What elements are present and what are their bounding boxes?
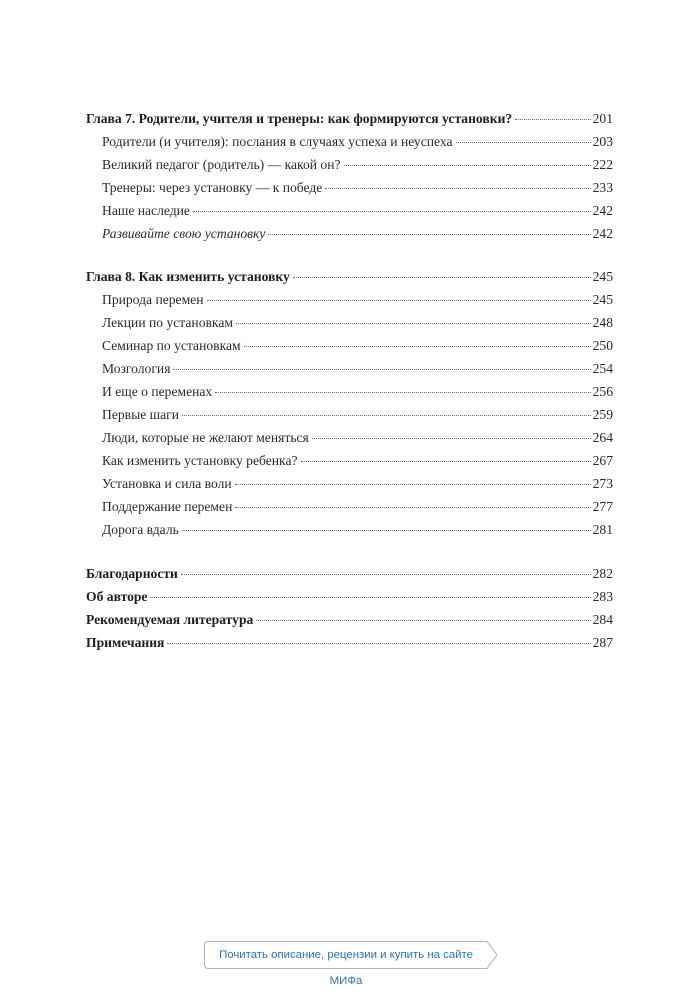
toc-page-number: 256 xyxy=(592,384,613,399)
dot-leader xyxy=(167,643,590,644)
toc-chapter-title: Глава 8. Как изменить установку xyxy=(86,269,290,284)
toc-page-number: 283 xyxy=(592,589,613,604)
dot-leader xyxy=(181,574,591,575)
toc-item xyxy=(86,357,613,380)
toc-item-title: Дорога вдаль xyxy=(102,522,179,537)
toc-item-title: Установка и сила воли xyxy=(102,476,232,491)
toc-page-number: 201 xyxy=(592,111,613,126)
dot-leader xyxy=(312,438,591,439)
toc-page-number: 242 xyxy=(592,226,613,241)
toc-page-number: 277 xyxy=(592,499,613,514)
dot-leader xyxy=(325,188,590,189)
toc-item xyxy=(86,449,613,472)
toc-item-title: Родители (и учителя): послания в случаях успеха и неуспеха xyxy=(102,134,453,149)
toc-back-matter-title: Примечания xyxy=(86,635,165,650)
toc-item xyxy=(86,380,613,403)
dot-leader xyxy=(301,461,591,462)
dot-leader xyxy=(235,484,591,485)
toc-back-matter-title: Об авторе xyxy=(86,589,148,604)
toc-item xyxy=(86,288,613,311)
toc-item-title: Лекции по установкам xyxy=(102,315,233,330)
toc-item xyxy=(86,518,613,541)
toc-page-number: 282 xyxy=(592,566,613,581)
toc-item-title: Природа перемен xyxy=(102,292,204,307)
toc-back-matter-title: Благодарности xyxy=(86,566,178,581)
toc-page-number: 264 xyxy=(592,430,613,445)
toc-item-title: Наше наследие xyxy=(102,203,190,218)
toc-page-number: 287 xyxy=(592,635,613,650)
dot-leader xyxy=(182,530,591,531)
dot-leader xyxy=(293,277,591,278)
dot-leader xyxy=(235,507,590,508)
dot-leader xyxy=(182,415,591,416)
toc-item xyxy=(86,334,613,357)
toc-page-number: 281 xyxy=(592,522,613,537)
toc-item-title: Поддержание перемен xyxy=(102,499,233,514)
dot-leader xyxy=(244,346,591,347)
toc-item-title: Как изменить установку ребенка? xyxy=(102,453,298,468)
dot-leader xyxy=(236,323,591,324)
toc-back-matter-about-author xyxy=(86,585,613,608)
toc-item xyxy=(86,130,613,153)
dot-leader xyxy=(207,300,591,301)
toc-item xyxy=(86,311,613,334)
toc-item-title: Великий педагог (родитель) — какой он? xyxy=(102,157,341,172)
toc-chapter-7 xyxy=(86,107,613,130)
toc-page-number: 248 xyxy=(592,315,613,330)
toc-page-number: 233 xyxy=(592,180,613,195)
toc-chapter-title: Глава 7. Родители, учителя и тренеры: как формируются установки? xyxy=(86,111,513,126)
toc-page-number: 203 xyxy=(592,134,613,149)
toc-page-number: 245 xyxy=(592,269,613,284)
toc-back-matter-notes xyxy=(86,631,613,654)
toc-page-number: 273 xyxy=(592,476,613,491)
dot-leader xyxy=(215,392,590,393)
dot-leader xyxy=(256,620,590,621)
toc-item xyxy=(86,426,613,449)
toc-back-matter-title: Рекомендуемая литература xyxy=(86,612,254,627)
dot-leader xyxy=(515,119,590,120)
dot-leader xyxy=(268,234,590,235)
section-spacer xyxy=(86,541,613,562)
toc-back-matter-recommended-reading xyxy=(86,608,613,631)
toc-item-title: Семинар по установкам xyxy=(102,338,241,353)
toc-page-number: 222 xyxy=(592,157,613,172)
toc-page-number: 284 xyxy=(592,612,613,627)
toc-item xyxy=(86,403,613,426)
toc-item-title: Развивайте свою установку xyxy=(102,226,266,241)
toc-item-title: Тренеры: через установку — к победе xyxy=(102,180,323,195)
toc-page-number: 267 xyxy=(592,453,613,468)
toc-item xyxy=(86,176,613,199)
dot-leader xyxy=(150,597,590,598)
toc-back-matter-acknowledgements xyxy=(86,562,613,585)
toc-chapter-8 xyxy=(86,265,613,288)
toc-page-number: 250 xyxy=(592,338,613,353)
toc-item-title: Первые шаги xyxy=(102,407,179,422)
dot-leader xyxy=(456,142,591,143)
dot-leader xyxy=(344,165,591,166)
table-of-contents xyxy=(86,107,613,654)
toc-item xyxy=(86,199,613,222)
mif-store-link[interactable]: Почитать описание, рецензии и купить на сайте МИФа xyxy=(204,941,487,969)
toc-item-title: Мозгология xyxy=(102,361,171,376)
dot-leader xyxy=(173,369,590,370)
toc-page-number: 242 xyxy=(592,203,613,218)
toc-item xyxy=(86,153,613,176)
toc-item xyxy=(86,472,613,495)
toc-item-title: И еще о переменах xyxy=(102,384,213,399)
dot-leader xyxy=(193,211,591,212)
section-spacer xyxy=(86,245,613,265)
toc-page-number: 245 xyxy=(592,292,613,307)
toc-page-number: 259 xyxy=(592,407,613,422)
toc-page-number: 254 xyxy=(592,361,613,376)
toc-item xyxy=(86,222,613,245)
toc-item xyxy=(86,495,613,518)
toc-item-title: Люди, которые не желают меняться xyxy=(102,430,309,445)
